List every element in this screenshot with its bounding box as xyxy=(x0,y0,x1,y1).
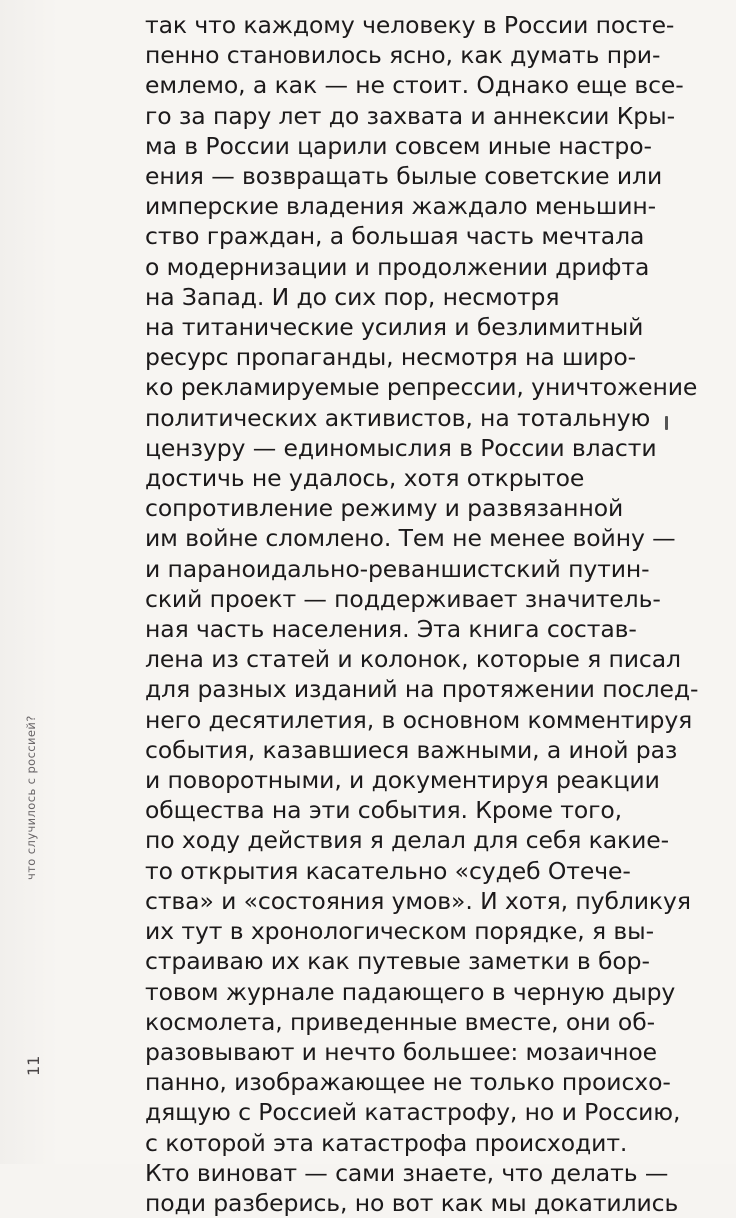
body-line: разовывают и нечто большее: мозаичное xyxy=(145,1037,657,1066)
body-line: ко рекламируемые репрессии, уничтожение xyxy=(145,373,698,402)
body-line: панно, изображающее не только происхо- xyxy=(145,1068,671,1097)
body-line: о модернизации и продолжении дрифта xyxy=(145,252,650,281)
body-line: Кто виноват — сами знаете, что делать — xyxy=(145,1158,669,1187)
body-line: пенно становилось ясно, как думать при- xyxy=(145,41,661,70)
body-line: на Запад. И до сих пор, несмотря xyxy=(145,282,560,311)
body-line: и поворотными, и документируя реакции xyxy=(145,766,660,795)
body-line: политических активистов, на тотальную xyxy=(145,403,651,432)
body-line: емлемо, а как — не стоит. Однако еще все- xyxy=(145,71,684,100)
body-line: товом журнале падающего в черную дыру xyxy=(145,977,676,1006)
body-line: страиваю их как путевые заметки в бор- xyxy=(145,947,650,976)
body-line: него десятилетия, в основном комментируя xyxy=(145,705,693,734)
body-line: на титанические усилия и безлимитный xyxy=(145,313,644,342)
body-line: их тут в хронологическом порядке, я вы- xyxy=(145,917,654,946)
body-line: ма в России царили совсем иные настро- xyxy=(145,131,652,160)
body-line: и параноидально-реваншистский путин- xyxy=(145,554,650,583)
body-line: ский проект — поддерживает значитель- xyxy=(145,584,661,613)
body-text xyxy=(145,10,705,1218)
body-line: ство граждан, а большая часть мечтала xyxy=(145,222,645,251)
body-line: имперские владения жаждало меньшин- xyxy=(145,192,657,221)
body-line: го за пару лет до захвата и аннексии Кры- xyxy=(145,101,675,130)
body-line: ства» и «состояния умов». И хотя, публикуя xyxy=(145,886,691,915)
body-line: ения — возвращать былые советские или xyxy=(145,162,663,191)
body-line: общества на эти события. Кроме того, xyxy=(145,796,623,825)
body-line: поди разберись, но вот как мы докатились xyxy=(145,1188,679,1217)
body-line: с которой эта катастрофа происходит. xyxy=(145,1128,628,1157)
body-line: лена из статей и колонок, которые я писал xyxy=(145,645,681,674)
body-line: цензуру — единомыслия в России власти xyxy=(145,433,657,462)
body-line: события, казавшиеся важными, а иной раз xyxy=(145,735,678,764)
body-line: достичь не удалось, хотя открытое xyxy=(145,464,585,493)
body-line: дящую с Россией катастрофу, но и Россию, xyxy=(145,1098,681,1127)
page-number: 11 xyxy=(24,1055,43,1076)
body-line: космолета, приведенные вместе, они об- xyxy=(145,1007,655,1036)
body-line: по ходу действия я делал для себя какие- xyxy=(145,826,670,855)
body-line: им войне сломлено. Тем не менее войну — xyxy=(145,524,676,553)
body-line: для разных изданий на протяжении послед- xyxy=(145,675,699,704)
running-head: что случилось с россией? xyxy=(24,715,38,880)
body-line: то открытия касательно «судеб Отече- xyxy=(145,856,631,885)
body-line: сопротивление режиму и развязанной xyxy=(145,494,624,523)
body-line: так что каждому человеку в России посте- xyxy=(145,11,675,39)
body-line: ная часть населения. Эта книга состав- xyxy=(145,615,637,644)
body-line: ресурс пропаганды, несмотря на широ- xyxy=(145,343,637,372)
